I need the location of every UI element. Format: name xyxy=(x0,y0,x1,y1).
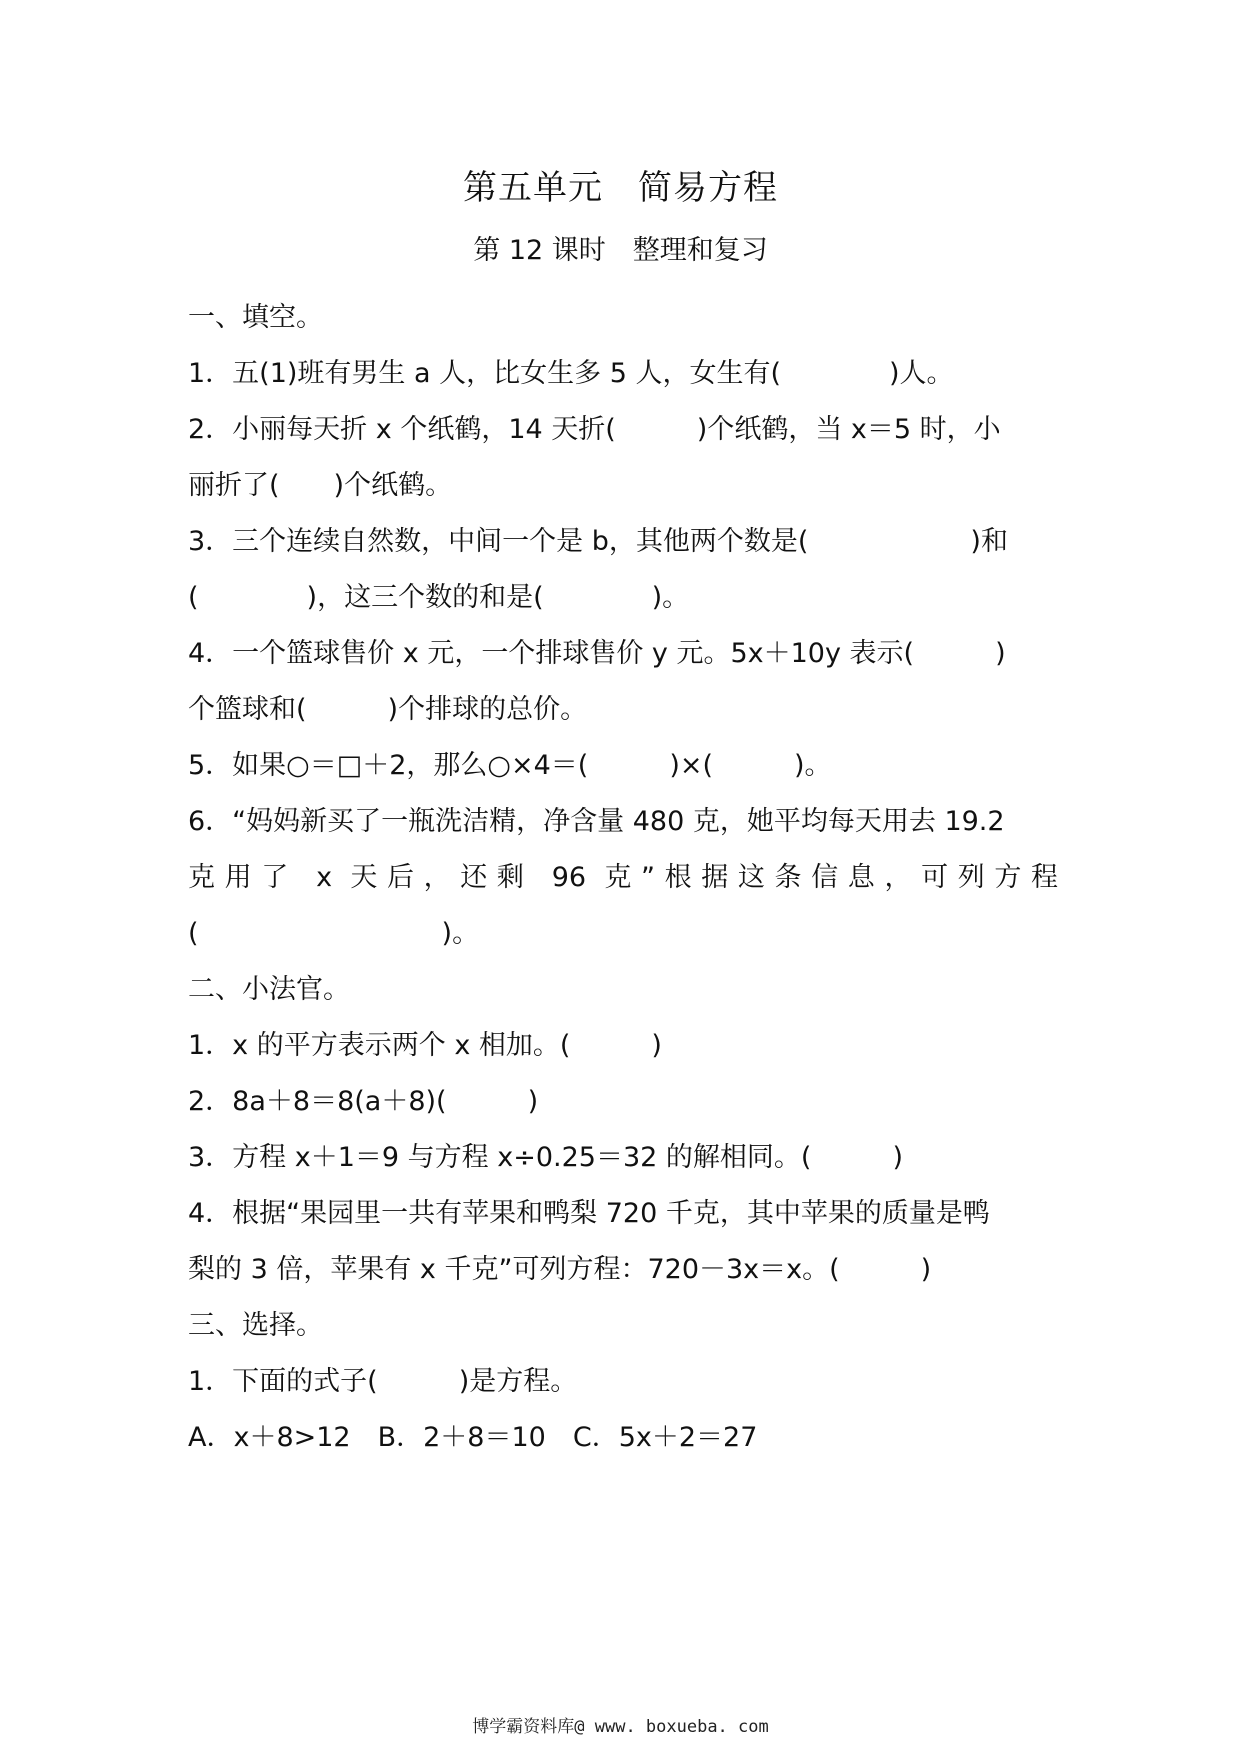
lesson-title: 第 12 课时 整理和复习 xyxy=(473,235,768,266)
question-fill-2-line1: 2．小丽每天折 x 个纸鹤，14 天折( )个纸鹤，当 x＝5 时，小 xyxy=(188,414,1001,445)
question-judge-4-line1: 4．根据“果园里一共有苹果和鸭梨 720 千克，其中苹果的质量是鸭 xyxy=(188,1198,990,1229)
unit-title: 第五单元 简易方程 xyxy=(463,168,778,208)
section-heading-fill-blank: 一、填空。 xyxy=(188,302,323,333)
question-judge-2: 2．8a＋8＝8(a＋8)( ) xyxy=(188,1086,539,1117)
question-fill-6-line1: 6．“妈妈新买了一瓶洗洁精，净含量 480 克，她平均每天用去 19.2 xyxy=(188,806,1005,837)
question-fill-6-line2: 克用了 x 天后，还剩 96 克”根据这条信息，可列方程 xyxy=(188,862,1058,893)
section-heading-judge: 二、小法官。 xyxy=(188,974,350,1005)
watermark-footer: 博学霸资料库@ www. boxueba. com xyxy=(472,1717,769,1737)
question-judge-1: 1．x 的平方表示两个 x 相加。( ) xyxy=(188,1030,662,1061)
question-fill-1: 1．五(1)班有男生 a 人，比女生多 5 人，女生有( )人。 xyxy=(188,358,954,389)
question-judge-3: 3．方程 x＋1＝9 与方程 x÷0.25＝32 的解相同。( ) xyxy=(188,1142,903,1173)
question-fill-5: 5．如果○＝□＋2，那么○×4＝( )×( )。 xyxy=(188,750,832,781)
question-fill-6-line3: ( )。 xyxy=(188,918,480,949)
question-choice-1: 1．下面的式子( )是方程。 xyxy=(188,1366,578,1397)
question-fill-4-line2: 个篮球和( )个排球的总价。 xyxy=(188,694,588,725)
question-fill-3-line1: 3．三个连续自然数，中间一个是 b，其他两个数是( )和 xyxy=(188,526,1008,557)
question-fill-4-line1: 4．一个篮球售价 x 元，一个排球售价 y 元。5x＋10y 表示( ) xyxy=(188,638,1006,669)
question-fill-3-line2: ( )，这三个数的和是( )。 xyxy=(188,582,690,613)
question-judge-4-line2: 梨的 3 倍，苹果有 x 千克”可列方程：720－3x＝x。( ) xyxy=(188,1254,932,1285)
question-fill-2-line2: 丽折了( )个纸鹤。 xyxy=(188,470,453,501)
section-heading-choice: 三、选择。 xyxy=(188,1310,323,1341)
question-choice-1-options: A．x＋8>12 B．2＋8＝10 C．5x＋2＝27 xyxy=(188,1422,758,1453)
